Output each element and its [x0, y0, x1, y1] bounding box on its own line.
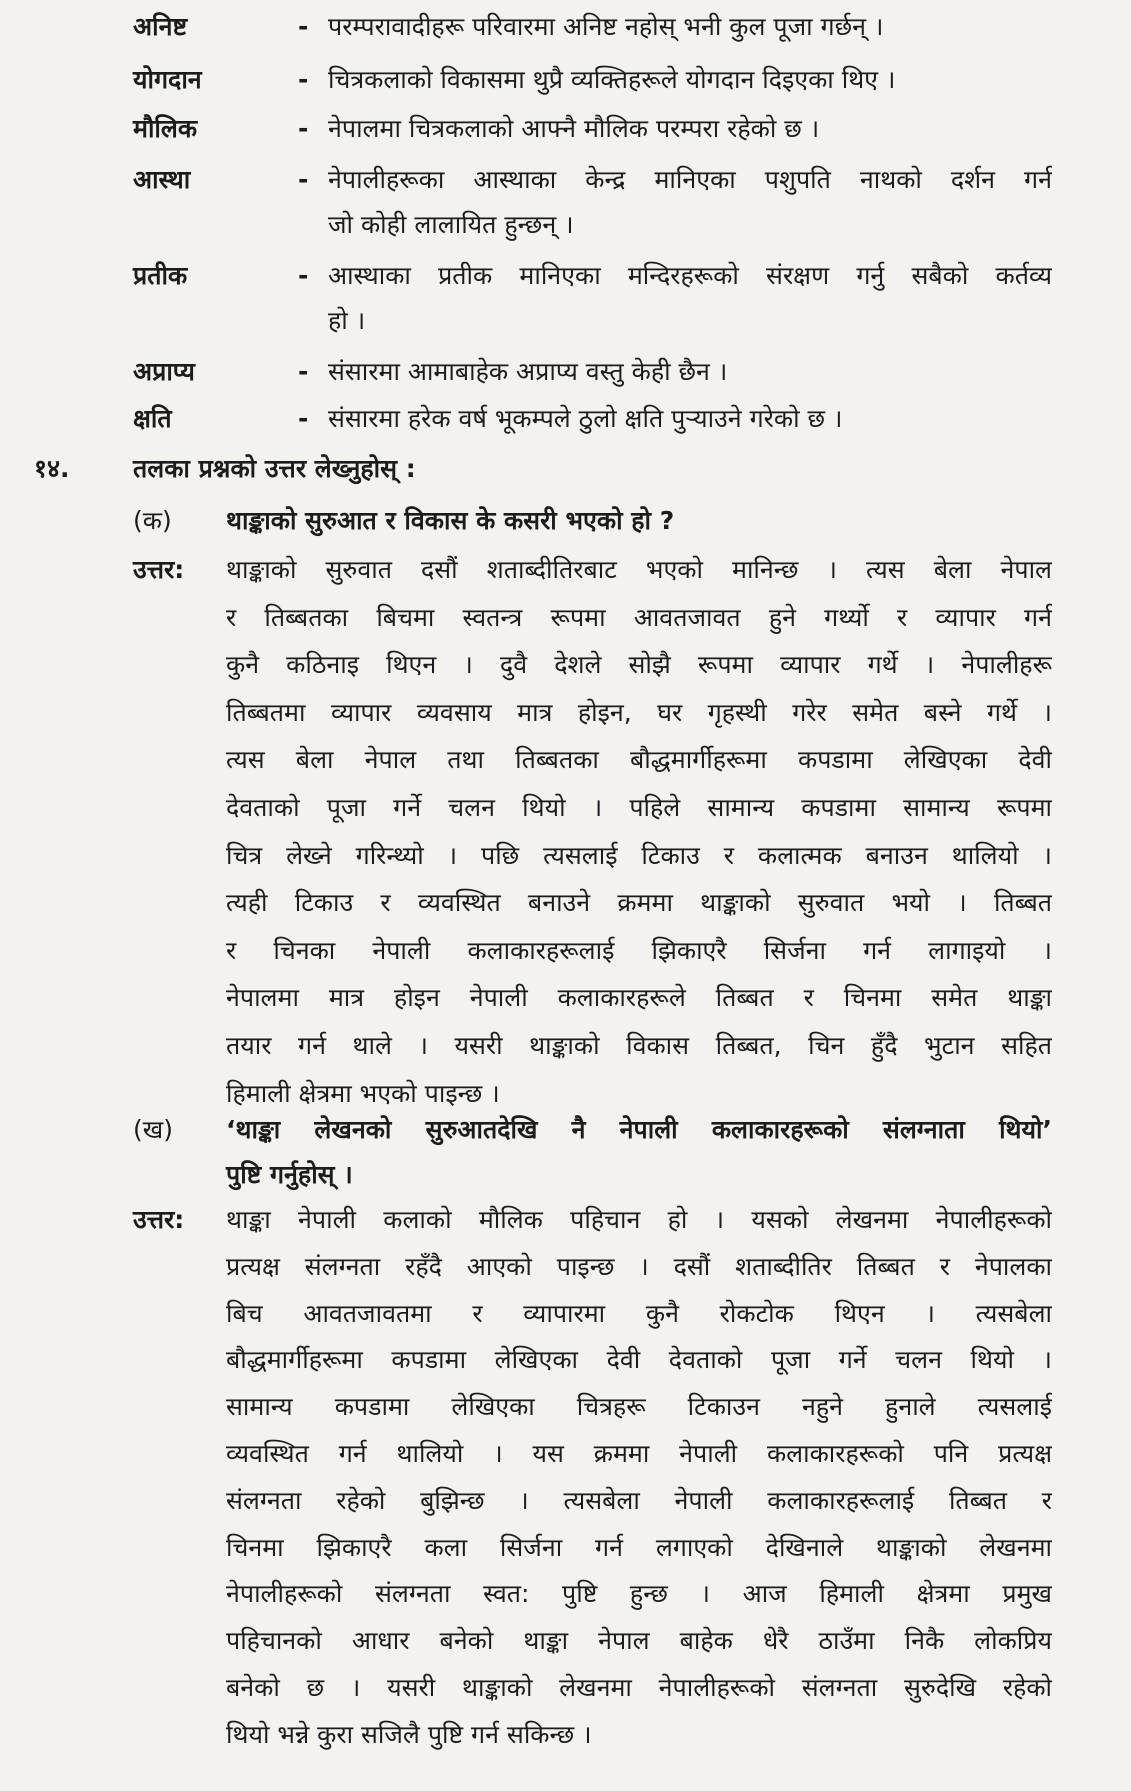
vocab-definition-line: संसारमा हरेक वर्ष भूकम्पले ठुलो क्षति पुऱ्याउने गरेको छ । [328, 404, 843, 433]
answer-line: नेपालमा मात्र होइन नेपाली कलाकारहरूले तिब्बत र चिनमा समेत थाङ्का [226, 983, 1052, 1012]
dash-separator: - [298, 404, 309, 433]
vocab-term: अनिष्ट [133, 12, 188, 41]
answer-line: पहिचानको आधार बनेको थाङ्का नेपाल बाहेक धेरै ठाउँमा निकै लोकप्रिय [226, 1626, 1052, 1655]
vocab-definition-line: हो । [328, 306, 366, 335]
answer-line: त्यस बेला नेपाल तथा तिब्बतका बौद्धमार्गीहरूमा कपडामा लेखिएका देवी [226, 745, 1052, 774]
vocab-term: मौलिक [133, 114, 198, 143]
answer-label: उत्तर: [133, 555, 185, 584]
dash-separator: - [298, 165, 309, 194]
answer-line: सामान्य कपडामा लेखिएका चित्रहरू टिकाउन नहुने हुनाले त्यसलाई [226, 1392, 1052, 1421]
answer-line: नेपालीहरूको संलग्नता स्वत: पुष्टि हुन्छ । आज हिमाली क्षेत्रमा प्रमुख [226, 1579, 1052, 1608]
answer-line: बिच आवतजावतमा र व्यापारमा कुनै रोकटोक थिएन । त्यसबेला [226, 1299, 1052, 1328]
answer-line: चिनमा झिकाएरै कला सिर्जना गर्न लगाएको देखिनाले थाङ्काको लेखनमा [226, 1533, 1052, 1562]
answer-line: कुनै कठिनाइ थिएन । दुवै देशले सोझै रूपमा व्यापार गर्थे । नेपालीहरू [226, 650, 1052, 679]
vocab-definition-line: नेपालमा चित्रकलाको आफ्नै मौलिक परम्परा रहेको छ । [328, 114, 820, 143]
vocab-definition-line: चित्रकलाको विकासमा थुप्रै व्यक्तिहरूले योगदान दिइएका थिए । [328, 65, 896, 94]
vocab-term: आस्था [133, 165, 191, 194]
answer-line: देवताको पूजा गर्ने चलन थियो । पहिले सामान्य कपडामा सामान्य रूपमा [226, 793, 1052, 822]
answer-line: थाङ्काको सुरुवात दसौं शताब्दीतिरबाट भएको मानिन्छ । त्यस बेला नेपाल [226, 555, 1052, 584]
answer-line: प्रत्यक्ष संलग्नता रहँदै आएको पाइन्छ । दसौं शताब्दीतिर तिब्बत र नेपालका [226, 1252, 1052, 1281]
answer-line: र तिब्बतका बिचमा स्वतन्त्र रूपमा आवतजावत हुने गर्थ्यो र व्यापार गर्न [226, 603, 1052, 632]
vocab-term: अप्राप्य [133, 357, 195, 386]
vocab-definition-line: जो कोही लालायित हुन्छन् । [328, 210, 574, 239]
answer-line: संलग्नता रहेको बुझिन्छ । त्यसबेला नेपाली कलाकारहरूलाई तिब्बत र [226, 1486, 1052, 1515]
answer-line: तिब्बतमा व्यापार व्यवसाय मात्र होइन, घर गृहस्थी गरेर समेत बस्ने गर्थे । [226, 698, 1052, 727]
vocab-definition-line: परम्परावादीहरू परिवारमा अनिष्ट नहोस् भनी कुल पूजा गर्छन् । [328, 12, 884, 41]
answer-line: र चिनका नेपाली कलाकारहरूलाई झिकाएरै सिर्जना गर्न लागाइयो । [226, 936, 1052, 965]
answer-line: हिमाली क्षेत्रमा भएको पाइन्छ । [226, 1079, 500, 1108]
question-number: १४. [34, 454, 70, 483]
answer-line: त्यही टिकाउ र व्यवस्थित बनाउने क्रममा थाङ्काको सुरुवात भयो । तिब्बत [226, 888, 1052, 917]
answer-line: तयार गर्न थाले । यसरी थाङ्काको विकास तिब्बत, चिन हुँदै भुटान सहित [226, 1031, 1052, 1060]
dash-separator: - [298, 12, 309, 41]
answer-line: चित्र लेख्ने गरिन्थ्यो । पछि त्यसलाई टिकाउ र कलात्मक बनाउन थालियो । [226, 841, 1052, 870]
answer-line: थाङ्का नेपाली कलाको मौलिक पहिचान हो । यसको लेखनमा नेपालीहरूको [226, 1205, 1052, 1234]
dash-separator: - [298, 114, 309, 143]
vocab-term: क्षति [133, 404, 172, 433]
dash-separator: - [298, 261, 309, 290]
dash-separator: - [298, 65, 309, 94]
dash-separator: - [298, 357, 309, 386]
answer-line: व्यवस्थित गर्न थालियो । यस क्रममा नेपाली कलाकारहरूको पनि प्रत्यक्ष [226, 1439, 1052, 1468]
answer-line: बौद्धमार्गीहरूमा कपडामा लेखिएका देवी देवताको पूजा गर्ने चलन थियो । [226, 1345, 1052, 1374]
vocab-term: प्रतीक [133, 261, 188, 290]
answer-line: बनेको छ । यसरी थाङ्काको लेखनमा नेपालीहरूको संलग्नता सुरुदेखि रहेको [226, 1673, 1052, 1702]
vocab-definition-line: संसारमा आमाबाहेक अप्राप्य वस्तु केही छैन । [328, 357, 728, 386]
sub-question-label: (ख) [133, 1115, 173, 1144]
sub-question-label: (क) [133, 506, 172, 535]
vocab-definition-line: नेपालीहरूका आस्थाका केन्द्र मानिएका पशुपति नाथको दर्शन गर्न [328, 165, 1052, 194]
question-instruction: तलका प्रश्नको उत्तर लेख्नुहोस् : [133, 454, 416, 483]
sub-question-text: पुष्टि गर्नुहोस् । [226, 1160, 353, 1189]
sub-question-text: थाङ्काको सुरुआत र विकास के कसरी भएको हो ? [226, 506, 675, 535]
answer-line: थियो भन्ने कुरा सजिलै पुष्टि गर्न सकिन्छ । [226, 1720, 592, 1749]
vocab-definition-line: आस्थाका प्रतीक मानिएका मन्दिरहरूको संरक्षण गर्नु सबैको कर्तव्य [328, 261, 1052, 290]
sub-question-text: ‘थाङ्का लेखनको सुरुआतदेखि नै नेपाली कलाकारहरूको संलग्नाता थियो’ [226, 1115, 1052, 1144]
vocab-term: योगदान [133, 65, 202, 94]
answer-label: उत्तर: [133, 1205, 185, 1234]
